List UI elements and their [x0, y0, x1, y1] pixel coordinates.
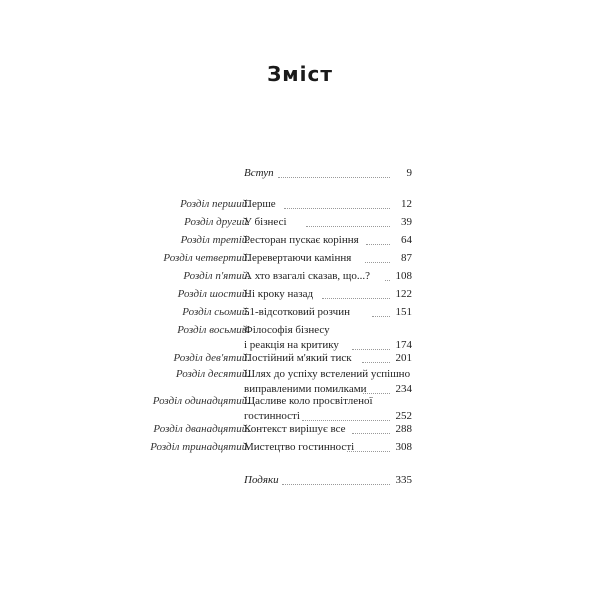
entry-title-line: У бізнесі — [244, 216, 287, 228]
entry-title-line: Контекст вирішує все — [244, 423, 346, 435]
chapter-label: Розділ другий. — [184, 216, 250, 228]
chapter-label: Розділ перший. — [180, 198, 250, 210]
dot-leader — [365, 251, 390, 263]
entry-title — [244, 305, 350, 320]
dot-leader — [366, 233, 390, 245]
dot-leader — [352, 422, 390, 434]
entry-title — [244, 233, 359, 248]
entry-title-line: Шлях до успіху встелений успішно — [244, 368, 411, 380]
entry-title — [244, 215, 287, 230]
page-number: 234 — [395, 383, 412, 395]
entry-title — [244, 440, 354, 455]
entry-title — [244, 251, 351, 266]
entry-title-line: виправленими помилками — [244, 383, 367, 395]
entry-title-line: Ні кроку назад — [244, 288, 314, 300]
entry-title-line: і реакція на критику — [244, 339, 339, 351]
dot-leader — [284, 197, 390, 209]
page-number: 308 — [395, 441, 412, 453]
entry-title-line: Щасливе коло просвітленої — [244, 395, 373, 407]
entry-title — [244, 166, 274, 181]
entry-title-line: гостинності — [244, 410, 300, 422]
page-number: 288 — [395, 423, 412, 435]
page-number: 201 — [395, 352, 412, 364]
chapter-label: Розділ одинадцятий. — [152, 395, 250, 407]
dot-leader — [278, 166, 390, 178]
page-title: Зміст — [267, 62, 333, 86]
chapter-label: Розділ тринадцятий. — [150, 441, 250, 453]
dot-leader — [347, 440, 390, 452]
chapter-label: Розділ сьомий. — [182, 306, 250, 318]
chapter-label: Розділ третій. — [180, 234, 250, 246]
page-number: 108 — [395, 270, 412, 282]
dot-leader — [362, 351, 390, 363]
chapter-label: Розділ шостий. — [177, 288, 250, 300]
chapter-label: Розділ десятий. — [175, 368, 250, 380]
entry-title-line: Перше — [244, 198, 276, 210]
entry-title-line: Філософія бізнесу — [244, 324, 330, 336]
entry-title — [244, 269, 370, 284]
entry-title — [244, 473, 279, 488]
page-number: 335 — [395, 474, 412, 486]
dot-leader — [302, 409, 390, 421]
entry-title-line: Перевертаючи каміння — [244, 252, 352, 264]
entry-title-line: Мистецтво гостинності — [244, 441, 355, 453]
entry-title-line: Подяки — [244, 474, 279, 486]
page-number: 122 — [395, 288, 412, 300]
page-number: 87 — [401, 252, 412, 264]
page-number: 9 — [406, 167, 412, 179]
entry-title — [244, 197, 276, 212]
entry-title-line: Постійний м'який тиск — [244, 352, 352, 364]
entry-title-line: Вступ — [244, 167, 274, 179]
page-number: 252 — [395, 410, 412, 422]
entry-title — [244, 351, 352, 366]
dot-leader — [306, 215, 390, 227]
dot-leader — [385, 269, 390, 281]
entry-title-line: 51-відсотковий розчин — [244, 306, 350, 318]
chapter-label: Розділ восьмий. — [177, 324, 250, 336]
entry-title — [244, 422, 345, 437]
chapter-label: Розділ дванадцятий. — [153, 423, 250, 435]
dot-leader — [372, 305, 390, 317]
chapter-label: Розділ дев'ятий. — [173, 352, 250, 364]
page-number: 174 — [395, 339, 412, 351]
entry-title — [244, 323, 339, 353]
dot-leader — [363, 382, 390, 394]
entry-title — [244, 287, 313, 302]
dot-leader — [282, 473, 390, 485]
entry-title-line: А хто взагалі сказав, що...? — [244, 270, 371, 282]
dot-leader — [322, 287, 390, 299]
page-number: 12 — [401, 198, 412, 210]
page-number: 151 — [395, 306, 412, 318]
chapter-label: Розділ четвертий. — [163, 252, 250, 264]
entry-title-line: Ресторан пускає коріння — [244, 234, 359, 246]
dot-leader — [352, 338, 390, 350]
page-number: 64 — [401, 234, 412, 246]
chapter-label: Розділ п'ятий. — [183, 270, 250, 282]
page-number: 39 — [401, 216, 412, 228]
